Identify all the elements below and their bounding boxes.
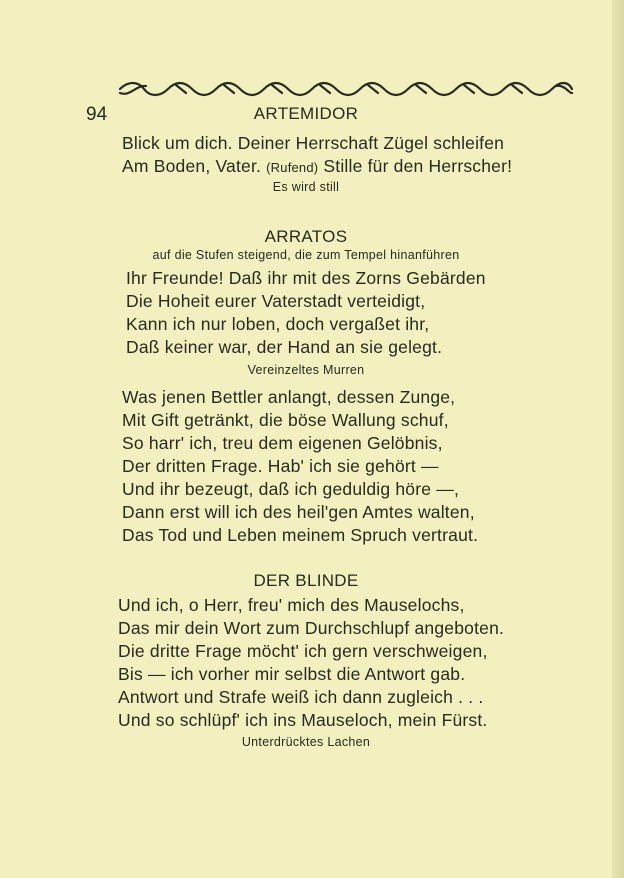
stage-direction: Vereinzeltes Murren	[247, 363, 365, 377]
verse-line: Mit Gift getränkt, die böse Wallung schuf,	[122, 410, 449, 430]
page-edge	[612, 0, 624, 878]
verse-line: Kann ich nur loben, doch vergaßet ihr,	[126, 314, 430, 334]
stage-direction: auf die Stufen steigend, die zum Tempel hinanführen	[152, 248, 460, 262]
verse-line: So harr' ich, treu dem eigenen Gelöbnis,	[122, 433, 443, 453]
verse-line	[122, 156, 512, 177]
verse-line: Der dritten Frage. Hab' ich sie gehört —	[122, 456, 439, 476]
verse-line: Die Hoheit eurer Vaterstadt verteidigt,	[126, 291, 426, 311]
verse-line: Ihr Freunde! Daß ihr mit des Zorns Gebärden	[126, 268, 486, 288]
speaker-name-der-blinde: DER BLINDE	[253, 571, 359, 590]
speaker-name-arratos: ARRATOS	[264, 227, 348, 246]
verse-line: Antwort und Strafe weiß ich dann zugleich . . .	[118, 687, 484, 707]
inline-stage-direction: (Rufend)	[266, 160, 319, 175]
verse-line: Das mir dein Wort zum Durchschlupf angeboten.	[118, 618, 505, 638]
stage-direction: Unterdrücktes Lachen	[241, 735, 371, 749]
verse-line: Dann erst will ich des heil'gen Amtes walten,	[122, 502, 475, 522]
verse-line: Blick um dich. Deiner Herrschaft Zügel schleifen	[122, 133, 505, 153]
verse-line: Die dritte Frage möcht' ich gern verschweigen,	[118, 641, 488, 661]
verse-line: Und ihr bezeugt, daß ich geduldig höre —,	[122, 479, 460, 499]
verse-line: Daß keiner war, der Hand an sie gelegt.	[126, 337, 443, 357]
speaker-name-artemidor: ARTEMIDOR	[253, 104, 359, 123]
verse-line: Und so schlüpf' ich ins Mauseloch, mein Fürst.	[118, 710, 488, 730]
verse-line: Was jenen Bettler anlangt, dessen Zunge,	[122, 387, 456, 407]
verse-line: Bis — ich vorher mir selbst die Antwort gab.	[118, 664, 466, 684]
verse-line: Das Tod und Leben meinem Spruch vertraut.	[122, 525, 479, 545]
verse-line-part: Am Boden, Vater.	[122, 156, 262, 176]
stage-direction: Es wird still	[272, 180, 340, 194]
verse-line: Und ich, o Herr, freu' mich des Mauselochs,	[118, 595, 465, 615]
verse-line-part: Stille für den Herrscher!	[323, 156, 513, 176]
page-number: 94	[86, 104, 108, 125]
ornament-border	[116, 80, 576, 98]
